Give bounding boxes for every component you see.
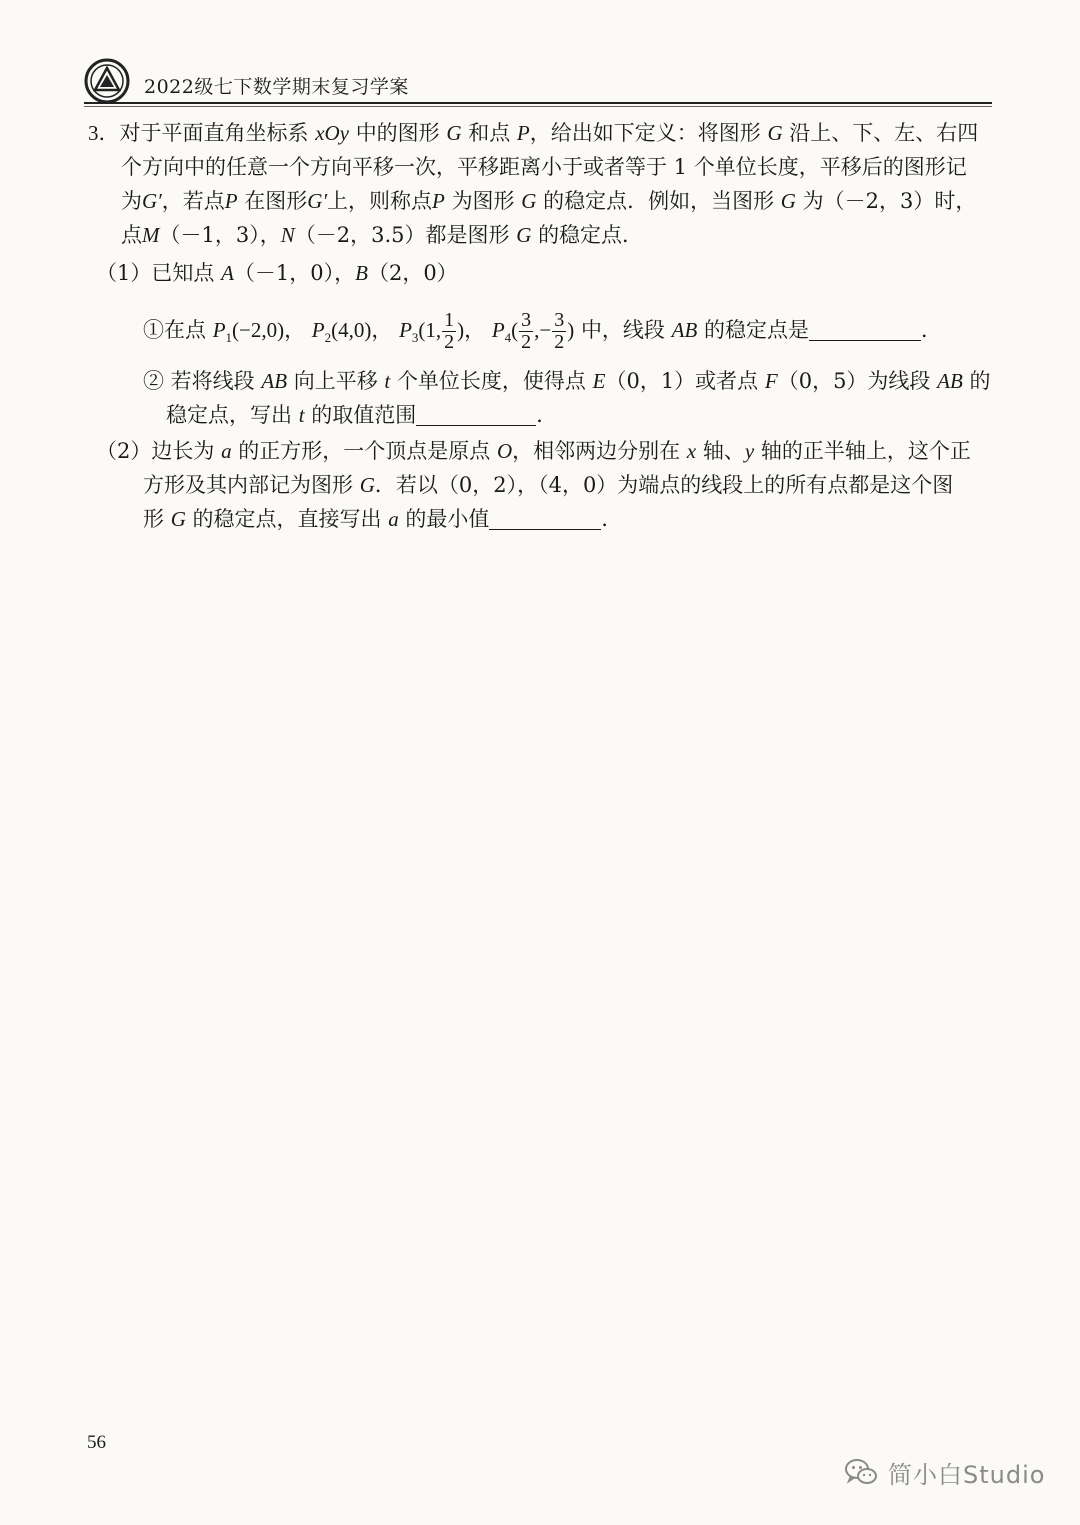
problem-line-4: 点M（－1，3），N（－2，3.5）都是图形 G 的稳定点．	[121, 223, 644, 247]
problem-line-2: 个方向中的任意一个方向平移一次，平移距离小于或者等于 1 个单位长度，平移后的图形记	[121, 155, 967, 179]
page-number: 56	[87, 1432, 106, 1453]
part2-line-3: 形 G 的稳定点，直接写出 a 的最小值 ．	[143, 507, 623, 531]
part2-line-2: 方形及其内部记为图形 G．若以（0，2），（4，0）为端点的线段上的所有点都是这个图	[143, 473, 954, 497]
header-rule	[84, 102, 992, 104]
page-header	[84, 58, 992, 104]
fraction: $\frac{3}{2}$	[554, 309, 565, 353]
answer-blank[interactable]	[809, 316, 921, 341]
header-rule-thin	[84, 106, 992, 107]
part2-line-1: （2）边长为 a 的正方形，一个顶点是原点 O，相邻两边分别在 x 轴、y 轴的正半轴上，这个正	[96, 439, 971, 463]
fraction: $\frac{1}{2}$	[444, 309, 455, 353]
part1-sub2: ② 若将线段 AB 向上平移 t 个单位长度，使得点 E（0，1）或者点 F（0，5）为线段 AB 的	[143, 369, 991, 393]
part1-heading: （1）已知点 A（－1，0），B（2，0）	[96, 261, 458, 285]
wechat-icon	[844, 1455, 878, 1489]
problem-line-3: 为G′，若点P 在图形G′上，则称点P 为图形 G 的稳定点．例如，当图形 G 为（－2，3）时，	[121, 189, 977, 213]
answer-blank[interactable]	[416, 401, 536, 426]
watermark	[844, 1453, 1045, 1491]
header-title: 2022级七下数学期末复习学案	[144, 76, 409, 98]
problem-line-1: 3．对于平面直角坐标系 xOy 中的图形 G 和点 P，给出如下定义：将图形 G 沿上、下、左、右四	[88, 121, 979, 145]
problem-number: 3．	[88, 121, 120, 145]
part1-sub1: ①在点 $P_1(-2,0)$， $P_2(4,0)$， $P_3(1$, $\frac{1}{2}$ )， $P_4$( $\frac{3}{2}$ ,− $\frac{3}{2}$ ) 中，线段 AB 的稳定点是 ．	[143, 309, 942, 353]
fraction: $\frac{3}{2}$	[521, 309, 532, 353]
school-logo-icon	[84, 58, 130, 104]
part1-sub2-line-2: 稳定点，写出 t 的取值范围 ．	[166, 403, 558, 427]
watermark-text: 简小白Studio	[888, 1460, 1046, 1489]
answer-blank[interactable]	[489, 505, 601, 530]
